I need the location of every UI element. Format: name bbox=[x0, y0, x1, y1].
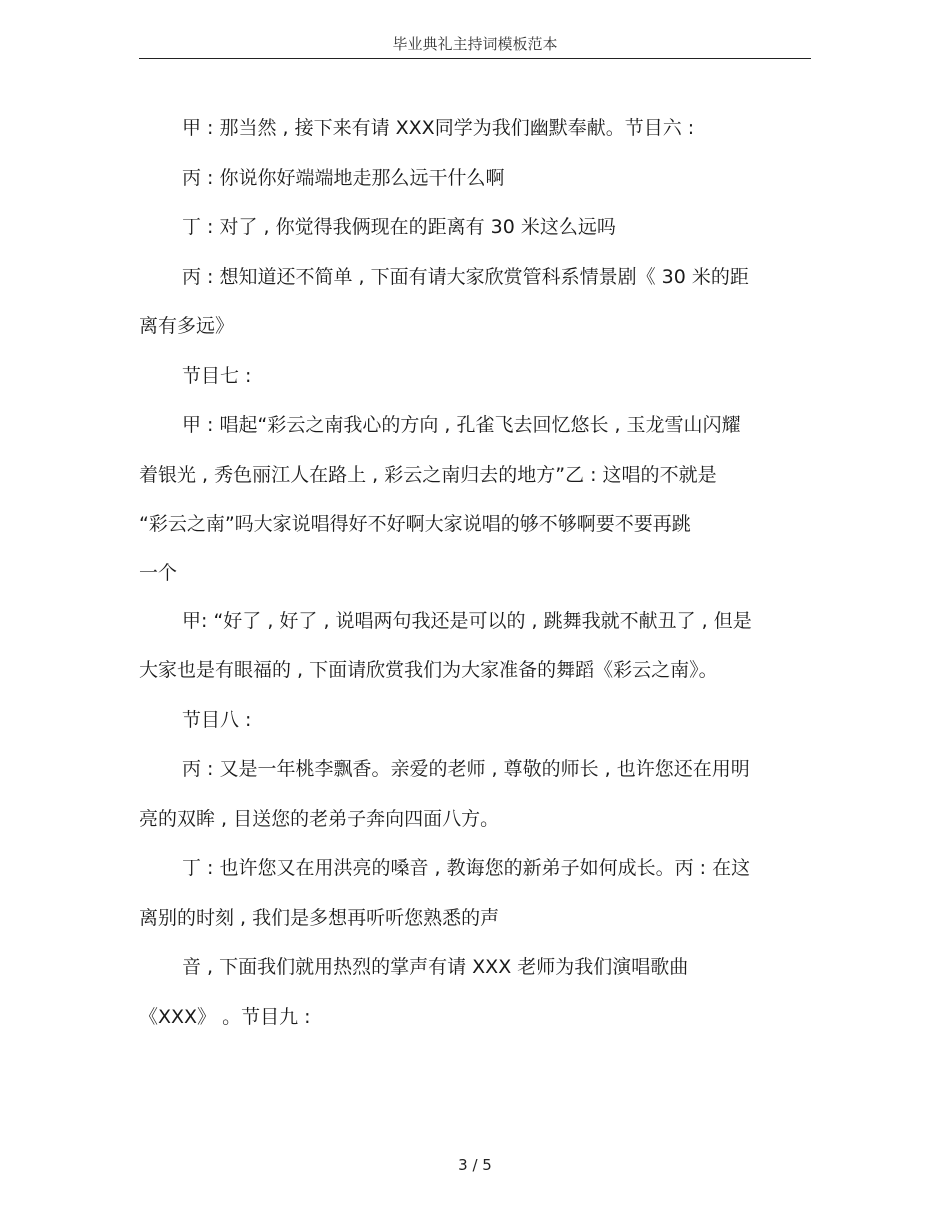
paragraph-line: 亮的双眸 , 目送您的老弟子奔向四面八方。 bbox=[139, 807, 500, 830]
document-body bbox=[139, 104, 811, 1042]
paragraph-line: 着银光 , 秀色丽江人在路上 , 彩云之南归去的地方”乙 : 这唱的不就是 bbox=[139, 463, 717, 486]
paragraph-line: 甲 : 唱起“彩云之南我心的方向 , 孔雀飞去回忆悠长 , 玉龙雪山闪耀 bbox=[182, 414, 741, 436]
paragraph-line: 丁 : 也许您又在用洪亮的嗓音 , 教诲您的新弟子如何成长。丙 : 在这 bbox=[182, 857, 751, 879]
paragraph-line: 离别的时刻 , 我们是多想再听听您熟悉的声 bbox=[139, 906, 500, 929]
paragraph-line: 大家也是有眼福的 , 下面请欣赏我们为大家准备的舞蹈《彩云之南》。 bbox=[139, 659, 718, 681]
page-header bbox=[139, 34, 811, 59]
paragraph-line: 丙 : 你说你好端端地走那么远干什么啊 bbox=[182, 166, 505, 189]
paragraph-line: 一个 bbox=[139, 561, 178, 584]
page-number: 3 / 5 bbox=[458, 1156, 492, 1174]
section-heading: 节目八 : bbox=[182, 708, 252, 731]
paragraph-line: 离有多远》 bbox=[139, 315, 235, 337]
paragraph-line: 甲: “好了 , 好了 , 说唱两句我还是可以的 , 跳舞我就不献丑了 , 但是 bbox=[182, 609, 752, 632]
paragraph-line: 甲 : 那当然 , 接下来有请 XXX同学为我们幽默奉献。节目六 : bbox=[182, 117, 695, 139]
paragraph-line: 丙 : 想知道还不简单 , 下面有请大家欣赏管科系情景剧《 30 米的距 bbox=[182, 265, 749, 288]
document-title: 毕业典礼主持词模板范本 bbox=[392, 35, 558, 53]
paragraph-line: 音 , 下面我们就用热烈的掌声有请 XXX 老师为我们演唱歌曲 bbox=[182, 956, 689, 978]
paragraph-line: “彩云之南”吗大家说唱得好不好啊大家说唱的够不够啊要不要再跳 bbox=[139, 513, 691, 535]
paragraph-line: 丙 : 又是一年桃李飘香。亲爱的老师 , 尊敬的师长 , 也许您还在用明 bbox=[182, 758, 750, 780]
paragraph-line: 《XXX》 。节目九 : bbox=[139, 1005, 311, 1028]
paragraph-line: 丁 : 对了 , 你觉得我俩现在的距离有 30 米这么远吗 bbox=[182, 216, 616, 238]
section-heading: 节目七 : bbox=[182, 364, 252, 387]
